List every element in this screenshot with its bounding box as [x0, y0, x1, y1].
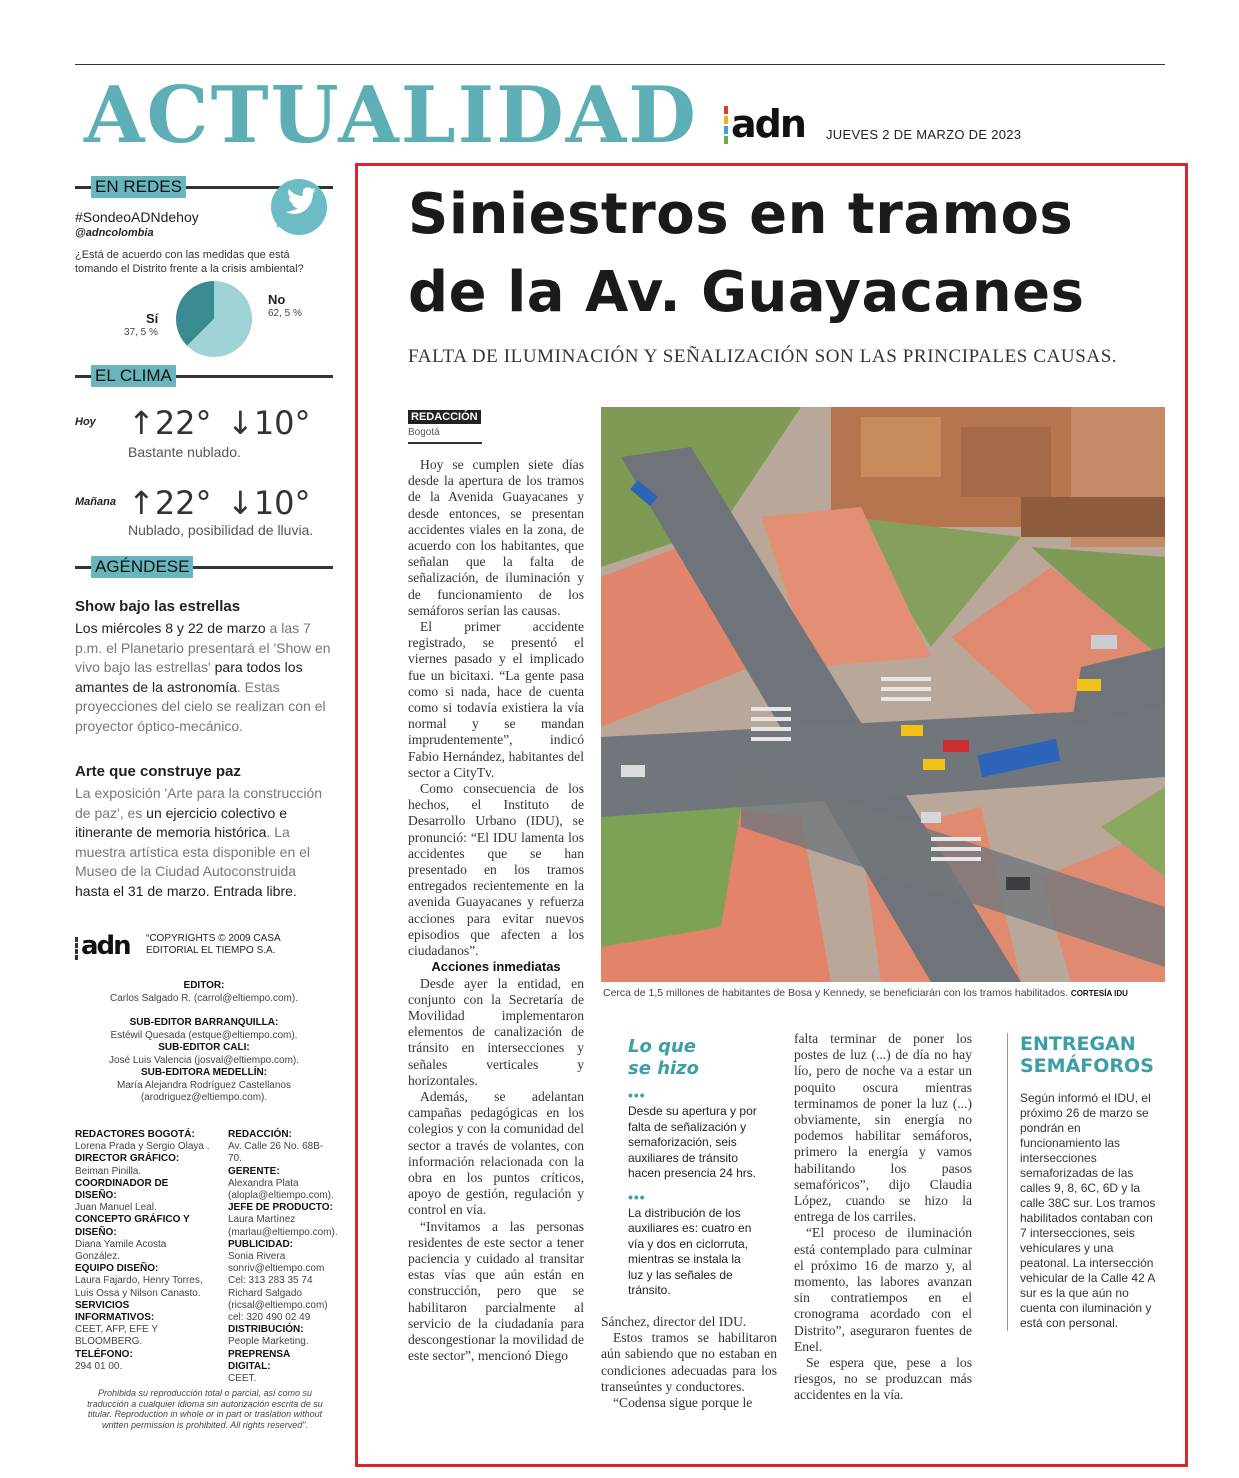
- paragraph: Sánchez, director del IDU.: [601, 1314, 747, 1329]
- heading-bar: [193, 566, 333, 569]
- event-text: Los miércoles 8 y 22 de marzo: [75, 620, 266, 636]
- subhead: Acciones inmediatas: [431, 959, 561, 975]
- staff-right: [228, 1129, 338, 1385]
- event-title: Arte que construye paz: [75, 763, 241, 780]
- staff-role: COORDINADOR DE DISEÑO:: [75, 1177, 169, 1202]
- credit-role: EDITOR:: [183, 980, 225, 991]
- logo-bars: [75, 937, 78, 960]
- staff-entry: [75, 1153, 210, 1177]
- staff-role: SERVICIOS INFORMATIVOS:: [75, 1299, 155, 1324]
- credit-role: SUB-EDITOR BARRANQUILLA:: [129, 1017, 279, 1028]
- staff-entry: [75, 1178, 210, 1215]
- weather-max-tomorrow: ↑22°: [128, 484, 212, 522]
- staff-role: PUBLICIDAD:: [228, 1238, 293, 1250]
- event-1: [75, 598, 333, 736]
- paragraph: Se espera que, pese a los riesgos, no se produzcan más accidentes en la vía.: [794, 1355, 972, 1403]
- weather-max-today: ↑22°: [128, 404, 212, 442]
- staff-names: 294 01 00.: [75, 1360, 123, 1372]
- clima-heading: [75, 365, 333, 387]
- event-text: un ejercicio colectivo e itinerante de memoria histórica: [75, 804, 288, 840]
- event-text: hasta el 31 de marzo. Entrada libre.: [75, 882, 297, 899]
- staff-names: Laura Fajardo, Henry Torres, Luis Ossa y Nilson Canasto.: [75, 1275, 203, 1299]
- staff-names: Juan Manuel Leal.: [75, 1202, 157, 1214]
- event-body: [75, 784, 333, 901]
- weather-min-today: ↓10°: [227, 404, 311, 442]
- staff-names: Av. Calle 26 No. 68B-70.: [228, 1141, 324, 1165]
- staff-names: People Marketing.: [228, 1336, 309, 1348]
- weather-day-today: Hoy: [75, 416, 96, 428]
- disclaimer: Prohibida su reproducción total o parcial, así como su traducción a cualquier idioma sin autorización escrita de su titular. Reproduction in whole or in part or traslation without written permission is prohibited. All rights reserved".: [87, 1388, 323, 1430]
- headline: [408, 176, 1084, 332]
- weather-day-tomorrow: Mañana: [75, 496, 116, 508]
- credit-entry: [75, 1042, 333, 1067]
- credits-block: [75, 980, 333, 1105]
- box-item: Desde su apertura y por falta de señalización y semaforización, seis auxiliares de tránsito hacen presencia 24 hrs.: [628, 1104, 757, 1180]
- headline-line: Siniestros en tramos: [408, 182, 1074, 247]
- sidebox-text: Según informó el IDU, el próximo 26 de marzo se pondrán en funcionamiento las intersecciones semaforizadas de las calles 9, 8, 6C, 6D y la calle 38C sur. Los tramos habilitados contaban con 7 intersecciones, seis vehiculares y una peatonal. La intersección vehicular de la Calle 42 A sur es la que aún no cuenta con iluminación y está con personal.: [1020, 1091, 1156, 1330]
- bullet-dots: •••: [628, 1087, 646, 1103]
- staff-entry: [75, 1349, 210, 1373]
- logo-bars: [724, 106, 728, 144]
- brand-name: adn: [731, 102, 805, 146]
- paragraph: “El proceso de iluminación está contemplado para culminar el próximo 16 de marzo y, al momento, las labores avanzan sin contratiempos en el cronograma acordado con el Distrito”, aseguraron fuentes de Enel.: [794, 1225, 972, 1354]
- article-photo: [601, 407, 1165, 982]
- event-text: La exposición 'Arte para la construcción de paz', es: [75, 785, 323, 821]
- twitter-bird-icon: [268, 176, 330, 238]
- staff-left: [75, 1129, 210, 1373]
- staff-names: CEET, AFP, EFE Y BLOOMBERG.: [75, 1324, 158, 1348]
- credit-names: Estéwil Quesada (estque@eltiempo.com).: [110, 1029, 298, 1041]
- paragraph: Estos tramos se habilitaron aún sabiendo que no estaban en condiciones adecuadas para los transeúntes y conductores.: [601, 1330, 777, 1394]
- paragraph: El primer accidente registrado, se presentó el viernes pasado y el implicado fue un bicitaxi. “La gente pasa como si nada, hace de cuenta como si todavía existiera la vía normal y se mandan imprudentemente”, indicó Fabio Hernández, habitantes del sector a CityTv.: [408, 619, 584, 780]
- staff-entry: [75, 1263, 210, 1300]
- byline-city: Bogotá: [408, 425, 482, 444]
- poll-yes-label: Sí: [146, 311, 159, 326]
- paragraph: “Invitamos a las personas residentes de este sector a tener paciencia y cuidado al transitar estas vías que aún están en construcción, pero que se habilitaron parcialmente al servicio de la ciudadanía para descongestionar la movilidad de este sector”, mencionó Diego: [408, 1218, 584, 1364]
- staff-entry: [228, 1202, 338, 1239]
- staff-names: Laura Martínez (marlau@eltiempo.com).: [228, 1214, 338, 1238]
- adn-logo: [724, 104, 805, 144]
- credit-role: SUB-EDITOR CALI:: [158, 1042, 250, 1053]
- article-deck: FALTA DE ILUMINACIÓN Y SEÑALIZACIÓN SON LAS PRINCIPALES CAUSAS.: [408, 346, 1118, 367]
- staff-entry: [228, 1239, 333, 1324]
- credit-entry: [75, 1067, 333, 1105]
- staff-role: EQUIPO DISEÑO:: [75, 1263, 159, 1275]
- poll-yes-value: 37, 5 %: [124, 327, 158, 338]
- article-column-1: [408, 457, 584, 1364]
- agenda-heading: [75, 556, 333, 578]
- article-column-2: [601, 1314, 777, 1411]
- byline: [408, 407, 482, 444]
- weather-min-tomorrow: ↓10°: [227, 484, 311, 522]
- event-text: a las 7 p.m. el Planetario presentará el 'Show en vivo bajo las estrellas': [75, 620, 331, 675]
- credit-names: José Luis Valencia (josval@eltiempo.com).: [108, 1054, 300, 1066]
- clima-label: EL CLIMA: [91, 365, 176, 387]
- paragraph: Desde ayer la entidad, en conjunto con la Secretaría de Movilidad implementaron elementos de canalización de tránsito en intersecciones y señales verticales y horizontales.: [408, 975, 584, 1088]
- paragraph: Hoy se cumplen siete días desde la apertura de los tramos de la Avenida Guayacanes y desde entonces, se presentan accidentes viales en la zona, de acuerdo con los habitantes, que señalan que la falta de señalización, de iluminación y de funcionamiento de los semáforos serían las causas.: [408, 457, 584, 618]
- bullet-dots: •••: [628, 1188, 646, 1205]
- staff-role: DIRECTOR GRÁFICO:: [75, 1153, 180, 1165]
- heading-bar: [75, 375, 91, 378]
- box-item: La distribución de los auxiliares es: cuatro en vía y dos en ciclorruta, mientras se instala la luz y las señales de tránsito.: [628, 1205, 752, 1297]
- heading-bar: [75, 566, 91, 569]
- headline-line: de la Av. Guayacanes: [408, 260, 1085, 325]
- event-body: [75, 619, 333, 736]
- event-text: para todos los amantes de la astronomía: [75, 659, 303, 695]
- poll-no-value: 62, 5 %: [268, 308, 302, 319]
- staff-role: REDACCIÓN:: [228, 1129, 292, 1140]
- event-text: . Estas proyecciones del cielo se realizan con el proyector óptico-mecánico.: [75, 678, 326, 734]
- staff-names: Sonia Rivera sonriv@eltiempo.com Cel: 313 283 35 74 Richard Salgado (ricsal@eltiempo.com) cel: 320 490 02 49: [228, 1251, 328, 1324]
- staff-names: Beiman Pinilla.: [75, 1165, 142, 1177]
- brand-name: adn: [81, 931, 130, 961]
- paragraph: “Codensa sigue porque le: [613, 1395, 753, 1411]
- credit-entry: [75, 980, 333, 1005]
- staff-names: Alexandra Plata (alopla@eltiempo.com).: [228, 1177, 334, 1202]
- copyright: “COPYRIGHTS © 2009 CASA EDITORIAL EL TIEMPO S.A.: [146, 933, 281, 956]
- poll-pie-chart: [172, 279, 256, 359]
- box-title: se hizo: [628, 1058, 700, 1079]
- aerial-intersection-image: [601, 407, 1165, 982]
- poll-question: ¿Está de acuerdo con las medidas que está tomando el Distrito frente a la crisis ambiental?: [75, 249, 304, 275]
- staff-names: Lorena Prada y Sergio Olaya .: [75, 1141, 210, 1153]
- semaforos-sidebox: [1007, 1033, 1157, 1331]
- credit-role: SUB-EDITORA MEDELLÍN:: [140, 1067, 268, 1078]
- staff-role: PREPRENSA DIGITAL:: [228, 1348, 290, 1372]
- heading-bar: [176, 375, 333, 378]
- heading-bar: [75, 186, 91, 189]
- event-title: Show bajo las estrellas: [75, 598, 241, 615]
- section-title: ACTUALIDAD: [84, 70, 698, 161]
- staff-role: CONCEPTO GRÁFICO Y DISEÑO:: [75, 1214, 190, 1238]
- staff-entry: [75, 1129, 210, 1153]
- byline-tag: REDACCIÓN: [408, 410, 481, 424]
- staff-entry: [228, 1324, 333, 1348]
- caption-credit: CORTESÍA IDU: [1070, 989, 1128, 998]
- issue-date: JUEVES 2 DE MARZO DE 2023: [826, 127, 1022, 142]
- hashtag: #SondeoADNdehoy: [75, 209, 199, 225]
- credit-names: María Alejandra Rodríguez Castellanos (arodriguez@eltiempo.com).: [117, 1079, 291, 1103]
- staff-entry: [228, 1129, 333, 1166]
- top-rule: [75, 64, 1165, 65]
- weather-desc-tomorrow: Nublado, posibilidad de lluvia.: [128, 522, 314, 538]
- staff-entry: [228, 1349, 333, 1386]
- sidebox-title: ENTREGAN: [1020, 1033, 1136, 1055]
- staff-entry: [75, 1300, 210, 1349]
- redes-label: EN REDES: [91, 176, 186, 198]
- weather-desc-today: Bastante nublado.: [128, 444, 241, 460]
- highlights-box: [628, 1036, 758, 1299]
- article-column-3: [794, 1031, 972, 1404]
- event-2: [75, 763, 333, 901]
- staff-role: JEFE DE PRODUCTO:: [228, 1202, 333, 1214]
- adn-logo-small: [75, 932, 130, 960]
- staff-role: GERENTE:: [228, 1165, 280, 1177]
- credit-entry: [75, 1017, 333, 1042]
- box-title: Lo que: [628, 1036, 697, 1057]
- poll-no-label: No: [268, 292, 286, 307]
- staff-entry: [228, 1166, 333, 1203]
- photo-caption: [603, 987, 1165, 999]
- credit-names: Carlos Salgado R. (carrol@eltiempo.com).: [110, 992, 298, 1004]
- staff-names: Diana Yamile Acosta González.: [75, 1238, 167, 1263]
- paragraph: Además, se adelantan campañas pedagógicas en los colegios y con la comunidad del sector a través de volantes, con información relacionada con la obra en los puntos críticos, apoyo de gestión, regulación y control en vía.: [408, 1088, 584, 1218]
- staff-names: CEET.: [228, 1373, 257, 1385]
- agenda-label: AGÉNDESE: [91, 556, 193, 578]
- twitter-handle: @adncolombia: [75, 227, 154, 239]
- staff-entry: [75, 1214, 210, 1263]
- sidebox-title: SEMÁFOROS: [1020, 1055, 1154, 1077]
- paragraph: falta terminar de poner los postes de luz (...) de día no hay lío, pero de noche va a estar un poquito oscura mientras terminamos de poner la luz (...) obviamente, sin energía no podemos habilitar semáforos, primero la energía y vamos habilitando los pasos semafóricos”, dijo Claudia López, cuando se hizo la entrega de los carriles.: [794, 1031, 972, 1225]
- paragraph: Como consecuencia de los hechos, el Instituto de Desarrollo Urbano (IDU), se pronunció: “El IDU lamenta los accidentes que se han presentado en los tramos entregados recientemente en la avenida Guayacanes y refuerza acciones para evitar nuevos episodios que afecten a los ciudadanos”.: [408, 781, 584, 959]
- caption-text: Cerca de 1,5 millones de habitantes de Bosa y Kennedy, se beneficiarán con los tramos habilitados.: [603, 987, 1068, 999]
- staff-role: TELÉFONO:: [75, 1348, 133, 1360]
- staff-role: DISTRIBUCIÓN:: [228, 1324, 304, 1336]
- staff-role: REDACTORES BOGOTÁ:: [75, 1129, 195, 1140]
- event-text: . La muestra artística esta disponible en el Museo de la Ciudad Autoconstruida: [75, 824, 311, 879]
